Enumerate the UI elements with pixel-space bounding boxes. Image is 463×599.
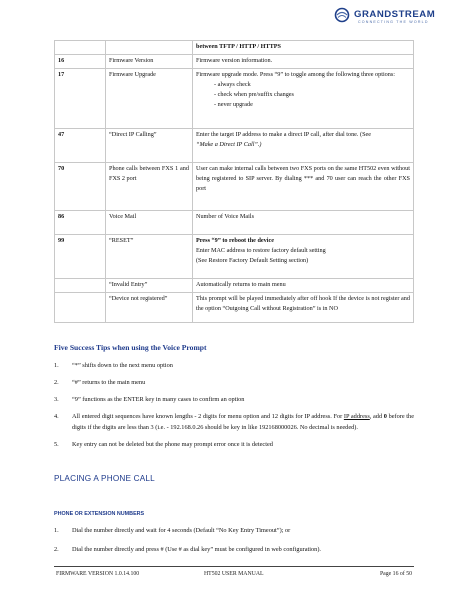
description-line: - never upgrade bbox=[214, 101, 253, 108]
option-name: “Device not registered” bbox=[106, 293, 193, 323]
page-footer bbox=[54, 566, 414, 580]
table-row bbox=[55, 55, 414, 69]
logo-name: GRANDSTREAM bbox=[354, 9, 436, 20]
option-code: 17 bbox=[55, 69, 106, 129]
table-row bbox=[55, 129, 414, 163]
table-row bbox=[55, 279, 414, 293]
description-line: Number of Voice Mails bbox=[196, 213, 255, 220]
tips-title: Five Success Tips when using the Voice Prompt bbox=[54, 343, 207, 352]
option-description bbox=[193, 163, 414, 211]
option-code bbox=[55, 279, 106, 293]
grandstream-logo bbox=[334, 6, 452, 28]
table-row bbox=[55, 69, 414, 129]
option-code bbox=[55, 41, 106, 55]
footer-firmware-version: FIRMWARE VERSION 1.0.14.100 bbox=[56, 571, 140, 577]
option-code: 86 bbox=[55, 211, 106, 235]
list-item: 3. “9” functions as the ENTER key in many cases to confirm an option bbox=[54, 396, 245, 403]
list-item: 4. All entered digit sequences have known lengths - 2 digits for menu option and 12 digits for IP address. For IP address, add 0 before the digits if the digits are less than 3 (i.e. - 192.168.0.26 should be key in like 192168000026. No decimal is needed). bbox=[54, 413, 414, 431]
description-line: Firmware version information. bbox=[196, 57, 273, 64]
table-row bbox=[55, 235, 414, 279]
section-title: PLACING A PHONE CALL bbox=[54, 474, 155, 483]
description-line: This prompt will be played immediately after off hook If the device is not register and the option “Outgoing Call without Registration” is in NO bbox=[196, 295, 410, 312]
option-code: 99 bbox=[55, 235, 106, 279]
description-line: User can make internal calls between two FXS ports on the same HT502 even without being registered to SIP server. By dialing *** and 70 user can reach the other FXS port bbox=[196, 165, 410, 192]
option-name: Phone calls between FXS 1 and FXS 2 port bbox=[106, 163, 193, 211]
option-code: 47 bbox=[55, 129, 106, 163]
option-code: 70 bbox=[55, 163, 106, 211]
table-row bbox=[55, 163, 414, 211]
list-item: 1. “*” shifts down to the next menu option bbox=[54, 362, 173, 369]
option-name bbox=[106, 41, 193, 55]
description-line: Enter MAC address to restore factory default setting bbox=[196, 247, 326, 254]
description-line: Firmware upgrade mode. Press “9” to toggle among the following three options: bbox=[196, 71, 395, 78]
option-name: “Direct IP Calling” bbox=[106, 129, 193, 163]
option-name: “RESET” bbox=[106, 235, 193, 279]
table-row bbox=[55, 211, 414, 235]
footer-page-number: Page 16 of 50 bbox=[379, 571, 412, 577]
option-name: Firmware Version bbox=[106, 55, 193, 69]
section-subtitle: PHONE OR EXTENSION NUMBERS bbox=[54, 511, 145, 517]
option-description bbox=[193, 69, 414, 129]
table-row bbox=[55, 41, 414, 55]
option-name: Firmware Upgrade bbox=[106, 69, 193, 129]
option-description bbox=[193, 129, 414, 163]
tips-list bbox=[54, 361, 414, 457]
steps-list bbox=[54, 526, 414, 563]
list-item: 2. “#” returns to the main menu bbox=[54, 379, 146, 386]
option-description bbox=[193, 55, 414, 69]
option-name: Voice Mail bbox=[106, 211, 193, 235]
description-line: Automatically returns to main menu bbox=[196, 281, 286, 288]
option-description bbox=[193, 293, 414, 323]
list-item: 2. Dial the number directly and press # (Use # as dial key” must be configured in web configuration). bbox=[54, 545, 322, 553]
option-name: “Invalid Entry” bbox=[106, 279, 193, 293]
logo-tagline: CONNECTING THE WORLD bbox=[358, 20, 429, 24]
description-line: - always check bbox=[214, 81, 251, 88]
grandstream-logo-icon bbox=[334, 7, 350, 23]
option-code bbox=[55, 293, 106, 323]
table-row bbox=[55, 293, 414, 323]
description-line: Press “9” to reboot the device bbox=[196, 237, 274, 244]
voice-menu-table bbox=[54, 40, 414, 323]
description-line: between TFTP / HTTP / HTTPS bbox=[196, 43, 281, 50]
option-description bbox=[193, 211, 414, 235]
option-description bbox=[193, 41, 414, 55]
description-line: “Make a Direct IP Call”.) bbox=[196, 141, 262, 148]
description-line: Enter the target IP address to make a direct IP call, after dial tone. (See bbox=[196, 131, 372, 138]
list-item: 5. Key entry can not be deleted but the phone may prompt error once it is detected bbox=[54, 440, 273, 448]
option-description bbox=[193, 279, 414, 293]
description-line: - check when pre/suffix changes bbox=[214, 91, 294, 98]
ip-address-link[interactable]: IP address bbox=[343, 413, 370, 420]
list-item: 1. Dial the number directly and wait for 4 seconds (Default “No Key Entry Timeout”); or bbox=[54, 527, 291, 534]
footer-manual-title: HT502 USER MANUAL bbox=[204, 571, 264, 577]
description-line: (See Restore Factory Default Setting section) bbox=[196, 257, 309, 264]
option-code: 16 bbox=[55, 55, 106, 69]
option-description bbox=[193, 235, 414, 279]
